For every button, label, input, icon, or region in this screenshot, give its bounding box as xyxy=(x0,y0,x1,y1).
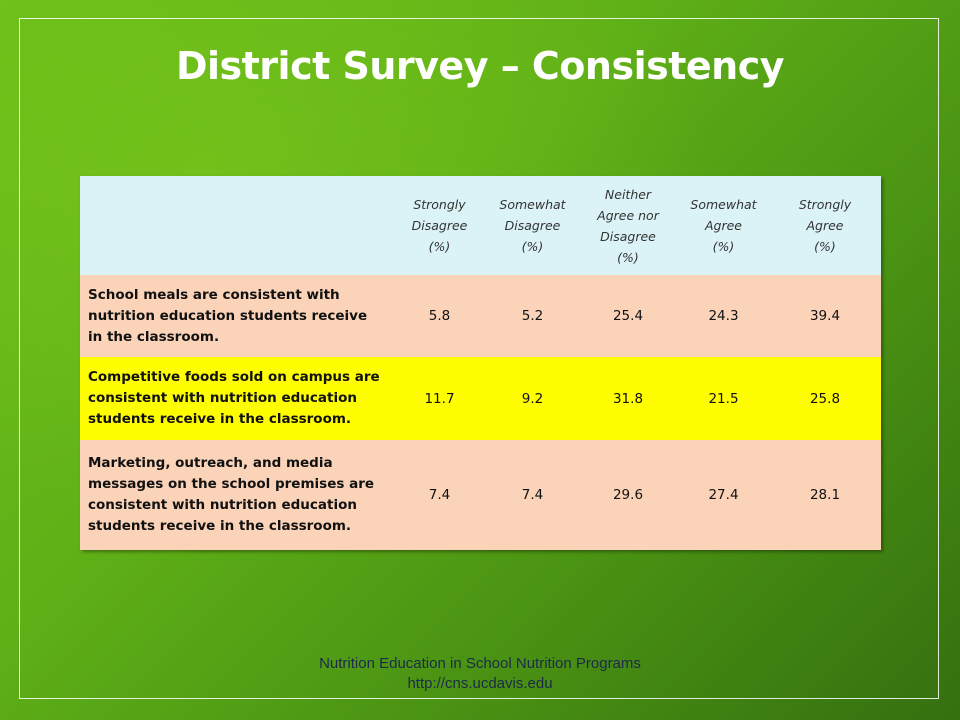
footer-url: http://cns.ucdavis.edu xyxy=(407,675,553,692)
value-cell: 21.5 xyxy=(708,390,739,407)
table-row xyxy=(80,275,881,357)
value-cell: 25.8 xyxy=(809,390,841,407)
header-blank-cell xyxy=(80,176,392,275)
column-header-strongly-agree: Strongly Agree (%) xyxy=(798,197,852,254)
column-header-strongly-disagree: Strongly Disagree (%) xyxy=(411,197,468,254)
row-statement: Marketing, outreach, and media messages on the school premises are consistent with nutrition education students receive in the classroom. xyxy=(88,455,375,534)
value-cell: 5.8 xyxy=(428,308,451,324)
value-cell: 31.8 xyxy=(612,390,644,407)
value-cell: 29.6 xyxy=(612,487,644,503)
column-header-somewhat-agree: Somewhat Agree (%) xyxy=(690,197,757,254)
value-cell: 27.4 xyxy=(708,487,739,503)
survey-table xyxy=(80,176,881,550)
value-cell: 9.2 xyxy=(521,390,544,407)
table-row-highlighted xyxy=(80,357,881,440)
value-cell: 28.1 xyxy=(809,487,841,503)
table-row xyxy=(80,440,881,550)
value-cell: 5.2 xyxy=(521,308,544,324)
value-cell: 39.4 xyxy=(809,308,841,324)
column-header-somewhat-disagree: Somewhat Disagree (%) xyxy=(499,197,566,254)
value-cell: 7.4 xyxy=(521,487,544,503)
row-statement: Competitive foods sold on campus are consistent with nutrition education students receive in the classroom. xyxy=(88,369,380,427)
slide-title: District Survey – Consistency xyxy=(175,44,785,88)
value-cell: 25.4 xyxy=(612,308,644,324)
table-header-row xyxy=(80,176,881,275)
value-cell: 11.7 xyxy=(424,390,455,407)
value-cell: 24.3 xyxy=(708,308,739,324)
slide-footer xyxy=(0,654,960,694)
column-header-neither: Neither Agree nor Disagree (%) xyxy=(597,186,659,265)
value-cell: 7.4 xyxy=(428,487,451,503)
footer-course-title: Nutrition Education in School Nutrition Programs xyxy=(319,655,641,672)
row-statement: School meals are consistent with nutrition education students receive in the classroom. xyxy=(88,286,368,345)
